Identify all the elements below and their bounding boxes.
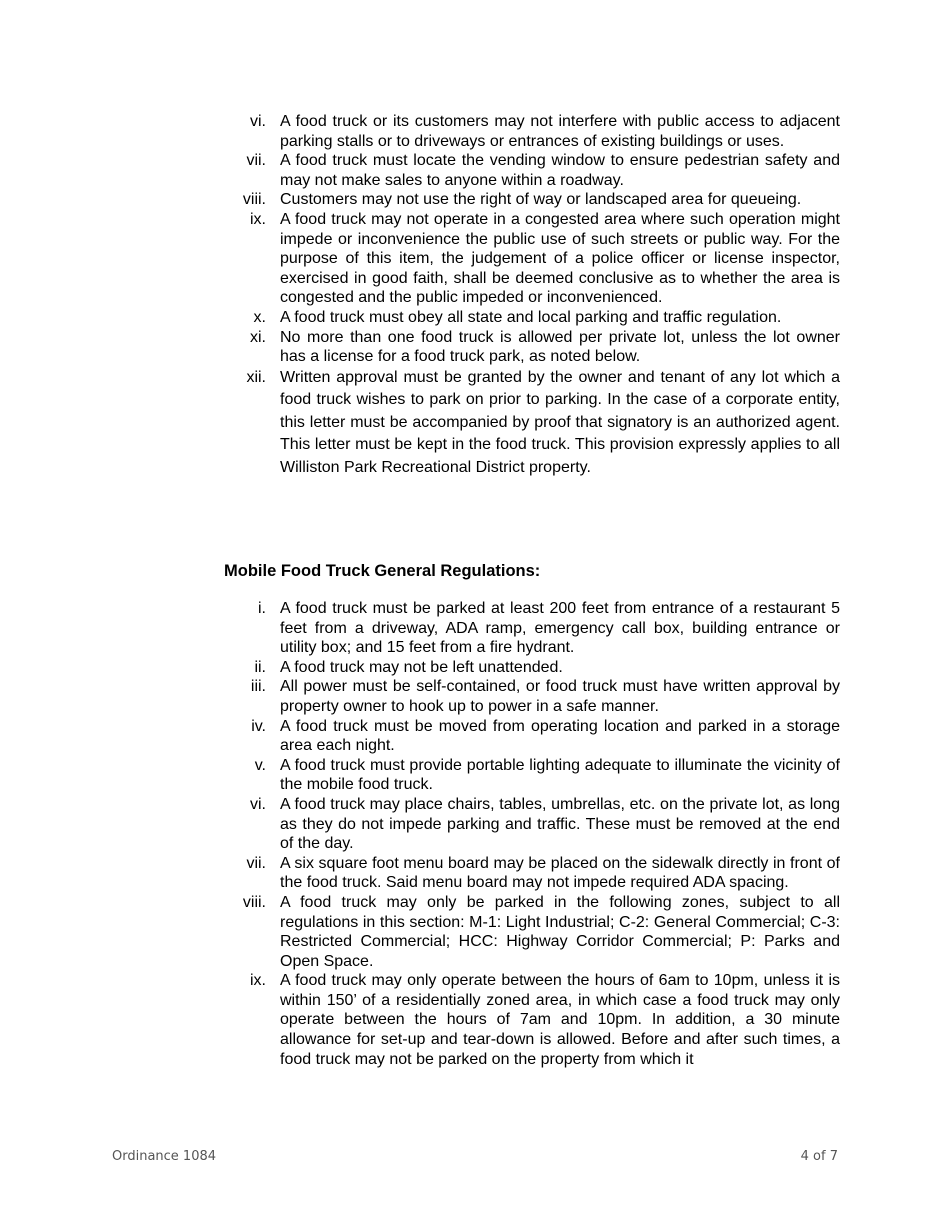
list-item [228, 210, 840, 308]
list-item [228, 677, 840, 716]
item-number: ii. [254, 658, 266, 676]
list-item [228, 971, 840, 1069]
list-item [228, 151, 840, 190]
list-item [228, 328, 840, 367]
list-item [228, 795, 840, 854]
item-text: A food truck must be parked at least 200 feet from entrance of a restaurant 5 feet from a driveway, ADA ramp, emergency call box, building entrance or utility box; and 15 feet from a fire hydrant. [280, 600, 840, 657]
list-item [228, 367, 840, 480]
list-item [228, 308, 840, 328]
item-text: A six square foot menu board may be placed on the sidewalk directly in front of the food truck. Said menu board may not impede required ADA spacing. [280, 854, 840, 892]
item-number: viii. [242, 191, 266, 209]
item-number: ix. [250, 210, 266, 228]
list-item [228, 756, 840, 795]
item-text: A food truck may only be parked in the following zones, subject to all regulations in this section: M-1: Light Industrial; C-2: General Commercial; C-3: Restricted Commercial; HCC: Highway Corridor Commercial; P: Parks and Open Space. [280, 893, 840, 970]
item-number: ix. [250, 972, 266, 990]
list-item [228, 599, 840, 658]
item-number: iv. [251, 717, 266, 735]
item-text: Written approval must be granted by the owner and tenant of any lot which a food truck wishes to park on prior to parking. In the case of a corporate entity, this letter must be accompanied by proof that signatory is an authorized agent. This letter must be kept in the food truck. This provision expressly applies to all Williston Park Recreational District property. [280, 368, 840, 476]
item-text: No more than one food truck is allowed per private lot, unless the lot owner has a license for a food truck park, as noted below. [280, 328, 840, 366]
item-number: i. [258, 600, 266, 617]
item-text: A food truck may place chairs, tables, umbrellas, etc. on the private lot, as long as they do not impede parking and traffic. These must be removed at the end of the day. [280, 795, 840, 853]
list-item [228, 112, 840, 151]
general-regulations-list [228, 599, 840, 1069]
footer-page-number: 4 of 7 [800, 1149, 838, 1164]
regulation-list-continued [228, 112, 840, 479]
item-number: viii. [242, 893, 266, 911]
list-item [228, 854, 840, 893]
item-text: A food truck must obey all state and local parking and traffic regulation. [280, 308, 782, 326]
list-item [228, 893, 840, 971]
footer-ordinance-label: Ordinance 1084 [112, 1149, 217, 1164]
section-heading: Mobile Food Truck General Regulations: [224, 562, 541, 580]
item-number: vi. [250, 113, 266, 130]
item-text: A food truck must locate the vending window to ensure pedestrian safety and may not make sales to anyone within a roadway. [280, 152, 840, 189]
item-text: A food truck may not be left unattended. [280, 658, 563, 676]
item-number: vii. [246, 854, 266, 872]
item-number: vi. [250, 795, 266, 813]
item-number: xi. [250, 328, 266, 346]
item-text: Customers may not use the right of way or landscaped area for queueing. [280, 191, 802, 209]
item-text: A food truck must be moved from operating location and parked in a storage area each night. [280, 717, 840, 755]
item-number: v. [254, 756, 266, 774]
item-text: A food truck or its customers may not interfere with public access to adjacent parking stalls or to driveways or entrances of existing buildings or uses. [280, 113, 840, 150]
list-item [228, 717, 840, 756]
item-text: A food truck may not operate in a congested area where such operation might impede or inconvenience the public use of such streets or public way. For the purpose of this item, the judgement of a police officer or license inspector, exercised in good faith, shall be deemed conclusive as to whether the area is congested and the public impeded or inconvenienced. [280, 210, 840, 307]
item-number: iii. [250, 678, 266, 696]
item-number: vii. [246, 152, 266, 170]
item-number: x. [253, 308, 266, 326]
item-text: A food truck may only operate between the hours of 6am to 10pm, unless it is within 150’ of a residentially zoned area, in which case a food truck may only operate between the hours of 7am and 10pm. In addition, a 30 minute allowance for set-up and tear-down is allowed. Before and after such times, a food truck may not be parked on the property from which it [280, 972, 840, 1068]
list-item [228, 190, 840, 210]
item-text: A food truck must provide portable lighting adequate to illuminate the vicinity of the mobile food truck. [280, 756, 840, 794]
list-item [228, 658, 840, 678]
item-number: xii. [246, 368, 266, 386]
item-text: All power must be self-contained, or food truck must have written approval by property owner to hook up to power in a safe manner. [280, 678, 840, 715]
